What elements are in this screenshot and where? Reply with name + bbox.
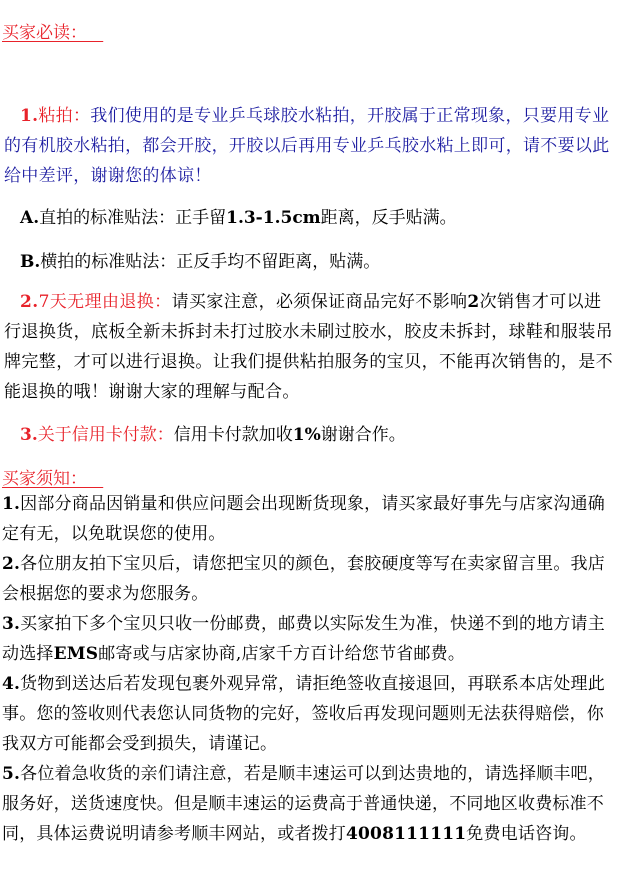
must-read-heading: 买家必读： xyxy=(2,23,87,43)
paragraph-marker: 2. xyxy=(20,292,39,312)
list-item: 2.各位朋友拍下宝贝后，请您把宝贝的颜色，套胶硬度等写在卖家留言里。我店会根据您的要求为您服务。 xyxy=(2,554,605,604)
rule-marker: A. xyxy=(20,208,40,228)
notice-list xyxy=(2,489,616,849)
paragraph-return-policy: 2.7天无理由退换：请买家注意，必须保证商品完好不影响2次销售才可以进行退换货，底板全新未拆封未打过胶水未刷过胶水，胶皮未拆封，球鞋和服装吊牌完整，才可以进行退换。让我们提供粘拍服务的宝贝，不能再次销售的，是不能退换的哦！谢谢大家的理解与配合。 xyxy=(4,292,613,402)
rule-distance: 1.3-1.5cm xyxy=(226,208,321,228)
paragraph-marker: 3. xyxy=(20,425,38,445)
paragraph-label: 粘拍： xyxy=(38,106,91,126)
rule-marker: B. xyxy=(20,252,41,272)
list-item: 4.货物到送达后若发现包裹外观异常，请拒绝签收直接退回，再联系本店处理此事。您的签收则代表您认同货物的完好，签收后再发现问题则无法获得赔偿，你我双方可能都会受到损失，请谨记。 xyxy=(2,674,605,754)
paragraph-credit-card: 3.关于信用卡付款：信用卡付款加收1%谢谢合作。 xyxy=(20,425,406,445)
list-item: 3.买家拍下多个宝贝只收一份邮费，邮费以实际发生为准，快递不到的地方请主动选择EMS邮寄或与店家协商,店家千方百计给您节省邮费。 xyxy=(2,614,605,664)
phone-number: 4008111111 xyxy=(346,824,467,844)
paragraph-text: 我们使用的是专业乒乓球胶水粘拍，开胶属于正常现象，只要用专业的有机胶水粘拍，都会开胶，开胶以后再用专业乒乓胶水粘上即可，请不要以此给中差评，谢谢您的体谅！ xyxy=(4,106,610,186)
paragraph-label: 7天无理由退换： xyxy=(38,292,172,312)
rule-a: A.直拍的标准贴法：正手留1.3-1.5cm距离，反手贴满。 xyxy=(20,208,457,228)
paragraph-glue xyxy=(4,101,616,191)
notice-heading: 买家须知： xyxy=(2,469,87,489)
list-item: 5.各位着急收货的亲们请注意，若是顺丰速运可以到达贵地的，请选择顺丰吧，服务好，送货速度快。但是顺丰速运的运费高于普通快递，不同地区收费标准不同，具体运费说明请参考顺丰网站，或者拨打4008111111免费电话咨询。 xyxy=(2,764,605,844)
rule-b: B.横拍的标准贴法：正反手均不留距离，贴满。 xyxy=(20,252,381,272)
paragraph-label: 关于信用卡付款： xyxy=(37,425,174,445)
list-item: 1.因部分商品因销量和供应问题会出现断货现象，请买家最好事先与店家沟通确定有无，以免耽误您的使用。 xyxy=(2,494,605,544)
paragraph-marker: 1. xyxy=(20,106,39,126)
